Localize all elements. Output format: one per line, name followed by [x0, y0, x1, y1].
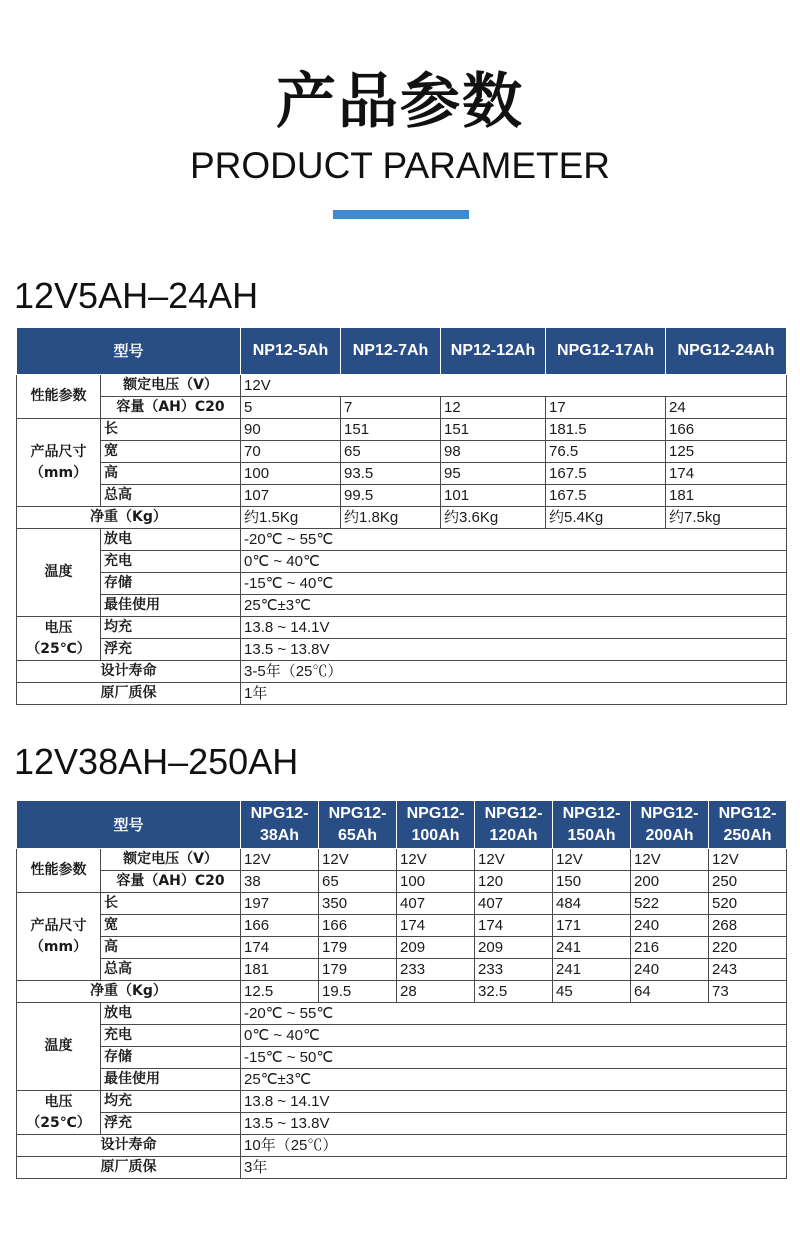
cell-value: 24: [666, 397, 787, 419]
table-row: [17, 1069, 787, 1091]
size-label-line1: 产品尺寸: [30, 443, 87, 460]
row-label-length: 长: [101, 419, 241, 441]
row-label-warranty: 原厂质保: [17, 1157, 241, 1179]
model-name: NPG12-17Ah: [546, 328, 666, 375]
row-label-charge: 充电: [101, 1025, 241, 1047]
cell-value: -15℃ ~ 40℃: [241, 573, 787, 595]
cell-value: 12V: [631, 849, 709, 871]
cell-value: 10年（25℃）: [241, 1135, 787, 1157]
cell-value: 65: [319, 871, 397, 893]
row-label-warranty: 原厂质保: [17, 683, 241, 705]
group-label-performance: 性能参数: [17, 375, 101, 419]
table-row: [17, 683, 787, 705]
size-label-line2: （mm）: [29, 464, 88, 481]
table-header-row: [17, 801, 787, 849]
model-name: NPG12-100Ah: [397, 801, 475, 849]
table-row: [17, 1113, 787, 1135]
row-label-float: 浮充: [101, 1113, 241, 1135]
table-row: [17, 507, 787, 529]
cell-value: 233: [397, 959, 475, 981]
table-row: [17, 981, 787, 1003]
cell-value: 209: [397, 937, 475, 959]
cell-value: 98: [441, 441, 546, 463]
cell-value: 166: [241, 915, 319, 937]
table-row: [17, 871, 787, 893]
row-label-net-weight: 净重（Kg）: [17, 507, 241, 529]
model-name: NP12-12Ah: [441, 328, 546, 375]
row-label-width: 宽: [101, 915, 241, 937]
cell-value: 13.5 ~ 13.8V: [241, 1113, 787, 1135]
cell-value: 197: [241, 893, 319, 915]
table-row: [17, 893, 787, 915]
table-header-row: [17, 328, 787, 375]
cell-value: 25℃±3℃: [241, 595, 787, 617]
cell-value: 12: [441, 397, 546, 419]
model-header: 型号: [17, 801, 241, 849]
cell-value: 181: [241, 959, 319, 981]
model-header: 型号: [17, 328, 241, 375]
model-name: NP12-5Ah: [241, 328, 341, 375]
cell-value: 150: [553, 871, 631, 893]
table-row: [17, 419, 787, 441]
group-label-temperature: 温度: [17, 1003, 101, 1091]
cell-value: 200: [631, 871, 709, 893]
table-row: [17, 617, 787, 639]
table-row: [17, 639, 787, 661]
cell-value: 约5.4Kg: [546, 507, 666, 529]
cell-value: 174: [475, 915, 553, 937]
table-row: [17, 485, 787, 507]
row-label-discharge: 放电: [101, 529, 241, 551]
title-underline: [333, 210, 469, 219]
voltage-label-line2: （25℃）: [26, 640, 91, 657]
cell-value: 12V: [475, 849, 553, 871]
cell-value: 73: [709, 981, 787, 1003]
cell-value: 241: [553, 937, 631, 959]
voltage-label-line1: 电压: [44, 1093, 73, 1110]
cell-value: 151: [341, 419, 441, 441]
row-label-height: 高: [101, 463, 241, 485]
table-row: [17, 1157, 787, 1179]
cell-value: 167.5: [546, 463, 666, 485]
row-label-best-use: 最佳使用: [101, 595, 241, 617]
table-row: [17, 551, 787, 573]
cell-value: 65: [341, 441, 441, 463]
model-name: NPG12-200Ah: [631, 801, 709, 849]
cell-value: 220: [709, 937, 787, 959]
cell-value: 12V: [553, 849, 631, 871]
cell-value: 13.5 ~ 13.8V: [241, 639, 787, 661]
cell-value: 107: [241, 485, 341, 507]
cell-value: 240: [631, 959, 709, 981]
cell-value: 约7.5kg: [666, 507, 787, 529]
cell-value: 250: [709, 871, 787, 893]
cell-value: 7: [341, 397, 441, 419]
cell-value: 0℃ ~ 40℃: [241, 1025, 787, 1047]
row-label-float: 浮充: [101, 639, 241, 661]
cell-value: 64: [631, 981, 709, 1003]
cell-value: 约3.6Kg: [441, 507, 546, 529]
cell-value: 12V: [709, 849, 787, 871]
table-row: [17, 959, 787, 981]
table-row: [17, 915, 787, 937]
cell-value: 3年: [241, 1157, 787, 1179]
row-label-storage: 存储: [101, 1047, 241, 1069]
table-row: [17, 1047, 787, 1069]
group-label-size: [17, 893, 101, 981]
cell-value: 12V: [397, 849, 475, 871]
cell-value: 99.5: [341, 485, 441, 507]
spec-table-12v38ah-250ah: [16, 800, 787, 1179]
cell-value: 209: [475, 937, 553, 959]
cell-value: 151: [441, 419, 546, 441]
cell-value: 5: [241, 397, 341, 419]
row-label-rated-voltage: 额定电压（V）: [101, 849, 241, 871]
row-label-total-height: 总高: [101, 959, 241, 981]
cell-value: 125: [666, 441, 787, 463]
section-title-12v38ah-250ah: 12V38AH–250AH: [14, 741, 299, 782]
cell-value: 243: [709, 959, 787, 981]
model-name: NPG12-250Ah: [709, 801, 787, 849]
cell-value: 12V: [241, 375, 787, 397]
cell-value: 120: [475, 871, 553, 893]
row-label-best-use: 最佳使用: [101, 1069, 241, 1091]
cell-value: 32.5: [475, 981, 553, 1003]
cell-value: 179: [319, 959, 397, 981]
size-label-line1: 产品尺寸: [30, 917, 87, 934]
row-label-capacity: 容量（AH）C20: [101, 871, 241, 893]
cell-value: 101: [441, 485, 546, 507]
table-row: [17, 1091, 787, 1113]
cell-value: 100: [241, 463, 341, 485]
section-title-12v5ah-24ah: 12V5AH–24AH: [14, 275, 259, 316]
row-label-design-life: 设计寿命: [17, 1135, 241, 1157]
cell-value: 166: [666, 419, 787, 441]
row-label-height: 高: [101, 937, 241, 959]
cell-value: 3-5年（25℃）: [241, 661, 787, 683]
page-subtitle: PRODUCT PARAMETER: [189, 145, 611, 186]
cell-value: 181: [666, 485, 787, 507]
cell-value: -20℃ ~ 55℃: [241, 529, 787, 551]
cell-value: 233: [475, 959, 553, 981]
model-name: NPG12-38Ah: [241, 801, 319, 849]
row-label-equalize: 均充: [101, 617, 241, 639]
table-row: [17, 573, 787, 595]
cell-value: 174: [397, 915, 475, 937]
row-label-capacity: 容量（AH）C20: [101, 397, 241, 419]
cell-value: 13.8 ~ 14.1V: [241, 617, 787, 639]
table-row: [17, 397, 787, 419]
table-row: [17, 849, 787, 871]
cell-value: 100: [397, 871, 475, 893]
cell-value: 45: [553, 981, 631, 1003]
cell-value: 12V: [241, 849, 319, 871]
cell-value: 407: [397, 893, 475, 915]
cell-value: 约1.5Kg: [241, 507, 341, 529]
model-name: NPG12-65Ah: [319, 801, 397, 849]
group-label-temperature: 温度: [17, 529, 101, 617]
cell-value: 90: [241, 419, 341, 441]
row-label-total-height: 总高: [101, 485, 241, 507]
table-row: [17, 1135, 787, 1157]
row-label-rated-voltage: 额定电压（V）: [101, 375, 241, 397]
cell-value: 407: [475, 893, 553, 915]
cell-value: 25℃±3℃: [241, 1069, 787, 1091]
cell-value: 13.8 ~ 14.1V: [241, 1091, 787, 1113]
cell-value: 181.5: [546, 419, 666, 441]
cell-value: 38: [241, 871, 319, 893]
cell-value: 171: [553, 915, 631, 937]
cell-value: 240: [631, 915, 709, 937]
row-label-width: 宽: [101, 441, 241, 463]
model-name: NPG12-150Ah: [553, 801, 631, 849]
cell-value: -15℃ ~ 50℃: [241, 1047, 787, 1069]
model-name: NPG12-120Ah: [475, 801, 553, 849]
cell-value: 70: [241, 441, 341, 463]
table-row: [17, 375, 787, 397]
cell-value: 95: [441, 463, 546, 485]
table-row: [17, 1025, 787, 1047]
cell-value: 268: [709, 915, 787, 937]
cell-value: 约1.8Kg: [341, 507, 441, 529]
cell-value: 216: [631, 937, 709, 959]
cell-value: 520: [709, 893, 787, 915]
page-title: 产品参数: [276, 67, 524, 137]
group-label-size: [17, 419, 101, 507]
voltage-label-line2: （25℃）: [26, 1114, 91, 1131]
row-label-charge: 充电: [101, 551, 241, 573]
row-label-discharge: 放电: [101, 1003, 241, 1025]
cell-value: 166: [319, 915, 397, 937]
cell-value: 174: [241, 937, 319, 959]
row-label-design-life: 设计寿命: [17, 661, 241, 683]
voltage-label-line1: 电压: [44, 619, 73, 636]
row-label-storage: 存储: [101, 573, 241, 595]
cell-value: 167.5: [546, 485, 666, 507]
table-row: [17, 937, 787, 959]
cell-value: 350: [319, 893, 397, 915]
spec-table-12v5ah-24ah: [16, 327, 787, 705]
table-row: [17, 463, 787, 485]
cell-value: 241: [553, 959, 631, 981]
table-row: [17, 441, 787, 463]
cell-value: 28: [397, 981, 475, 1003]
table-row: [17, 529, 787, 551]
cell-value: 0℃ ~ 40℃: [241, 551, 787, 573]
table-row: [17, 661, 787, 683]
cell-value: 93.5: [341, 463, 441, 485]
cell-value: 19.5: [319, 981, 397, 1003]
cell-value: -20℃ ~ 55℃: [241, 1003, 787, 1025]
model-name: NP12-7Ah: [341, 328, 441, 375]
cell-value: 174: [666, 463, 787, 485]
cell-value: 76.5: [546, 441, 666, 463]
group-label-voltage: [17, 617, 101, 661]
size-label-line2: （mm）: [29, 938, 88, 955]
table-row: [17, 595, 787, 617]
table-row: [17, 1003, 787, 1025]
group-label-performance: 性能参数: [17, 849, 101, 893]
cell-value: 12.5: [241, 981, 319, 1003]
row-label-length: 长: [101, 893, 241, 915]
cell-value: 522: [631, 893, 709, 915]
cell-value: 179: [319, 937, 397, 959]
cell-value: 1年: [241, 683, 787, 705]
cell-value: 484: [553, 893, 631, 915]
model-name: NPG12-24Ah: [666, 328, 787, 375]
row-label-equalize: 均充: [101, 1091, 241, 1113]
group-label-voltage: [17, 1091, 101, 1135]
cell-value: 12V: [319, 849, 397, 871]
cell-value: 17: [546, 397, 666, 419]
row-label-net-weight: 净重（Kg）: [17, 981, 241, 1003]
